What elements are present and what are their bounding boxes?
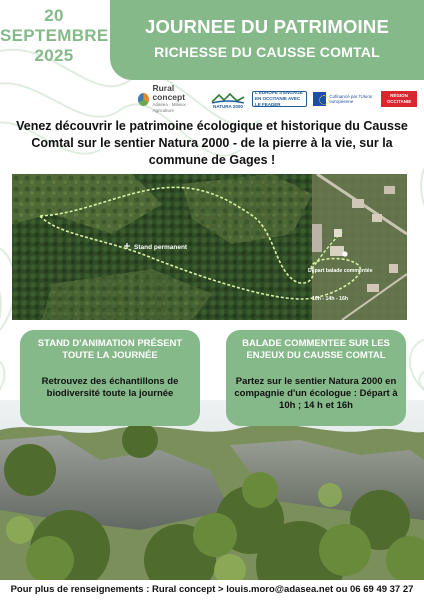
natura-wave-icon bbox=[211, 92, 245, 104]
map-times-label: 10h - 14h - 16h bbox=[312, 296, 349, 302]
footer-contact: Pour plus de renseignements : Rural concept > louis.moro@adasea.net ou 06 69 49 37 27 bbox=[0, 580, 424, 600]
eu-flag-icon bbox=[313, 92, 326, 106]
stand-card-heading: STAND D'ANIMATION PRÉSENT TOUTE LA JOURNÉE bbox=[37, 338, 183, 361]
aerial-map bbox=[12, 174, 407, 320]
europe-occitanie-logo: L'EUROPE S'ENGAGE EN OCCITANIE AVEC LE FEADER bbox=[252, 91, 307, 107]
landscape-photo bbox=[0, 400, 424, 580]
partner-logos bbox=[138, 83, 420, 113]
rural-concept-tagline: Adasea · Milieux · Agriculture bbox=[152, 102, 189, 113]
eu-cofinance-text: Cofinancé par l'Union européenne bbox=[329, 93, 373, 104]
walk-card bbox=[226, 330, 406, 426]
page-title: JOURNEE DU PATRIMOINE bbox=[144, 16, 390, 37]
rural-concept-name: Rural concept bbox=[152, 83, 186, 102]
date-month: SEPTEMBRE bbox=[0, 26, 109, 45]
region-occitanie-logo: RÉGION OCCITANIE bbox=[381, 91, 417, 107]
map-start-label: Départ balade commentée bbox=[308, 268, 373, 274]
page-subtitle: RICHESSE DU CAUSSE COMTAL bbox=[154, 44, 380, 60]
stand-card-body: Retrouvez des échantillons de biodiversité toute la journée bbox=[41, 376, 179, 399]
stand-card bbox=[20, 330, 200, 426]
intro-text: Venez découvrir le patrimoine écologique et historique du Causse Comtal sur le sentier Natura 2000 - de la pierre à la vie, sur la commune de Gages ! bbox=[16, 119, 408, 167]
rural-concept-mark-icon bbox=[138, 93, 149, 106]
map-stand-label: Stand permanent bbox=[134, 244, 188, 251]
natura-2000-name: NATURA 2000 bbox=[213, 104, 243, 109]
start-marker-icon bbox=[342, 251, 347, 256]
eu-cofinance-logo bbox=[313, 88, 375, 110]
rural-concept-logo bbox=[138, 83, 204, 113]
title-band bbox=[110, 0, 424, 80]
walk-card-heading: BALADE COMMENTEE SUR LES ENJEUX DU CAUSSE COMTAL bbox=[242, 338, 390, 361]
natura-2000-logo bbox=[210, 88, 246, 110]
date-year: 2025 bbox=[34, 46, 74, 65]
walk-card-body: Partez sur le sentier Natura 2000 en compagnie d'un écologue : Départ à 10h ; 14 h et 16h bbox=[234, 376, 398, 411]
event-date bbox=[0, 6, 108, 66]
date-day: 20 bbox=[44, 6, 64, 25]
